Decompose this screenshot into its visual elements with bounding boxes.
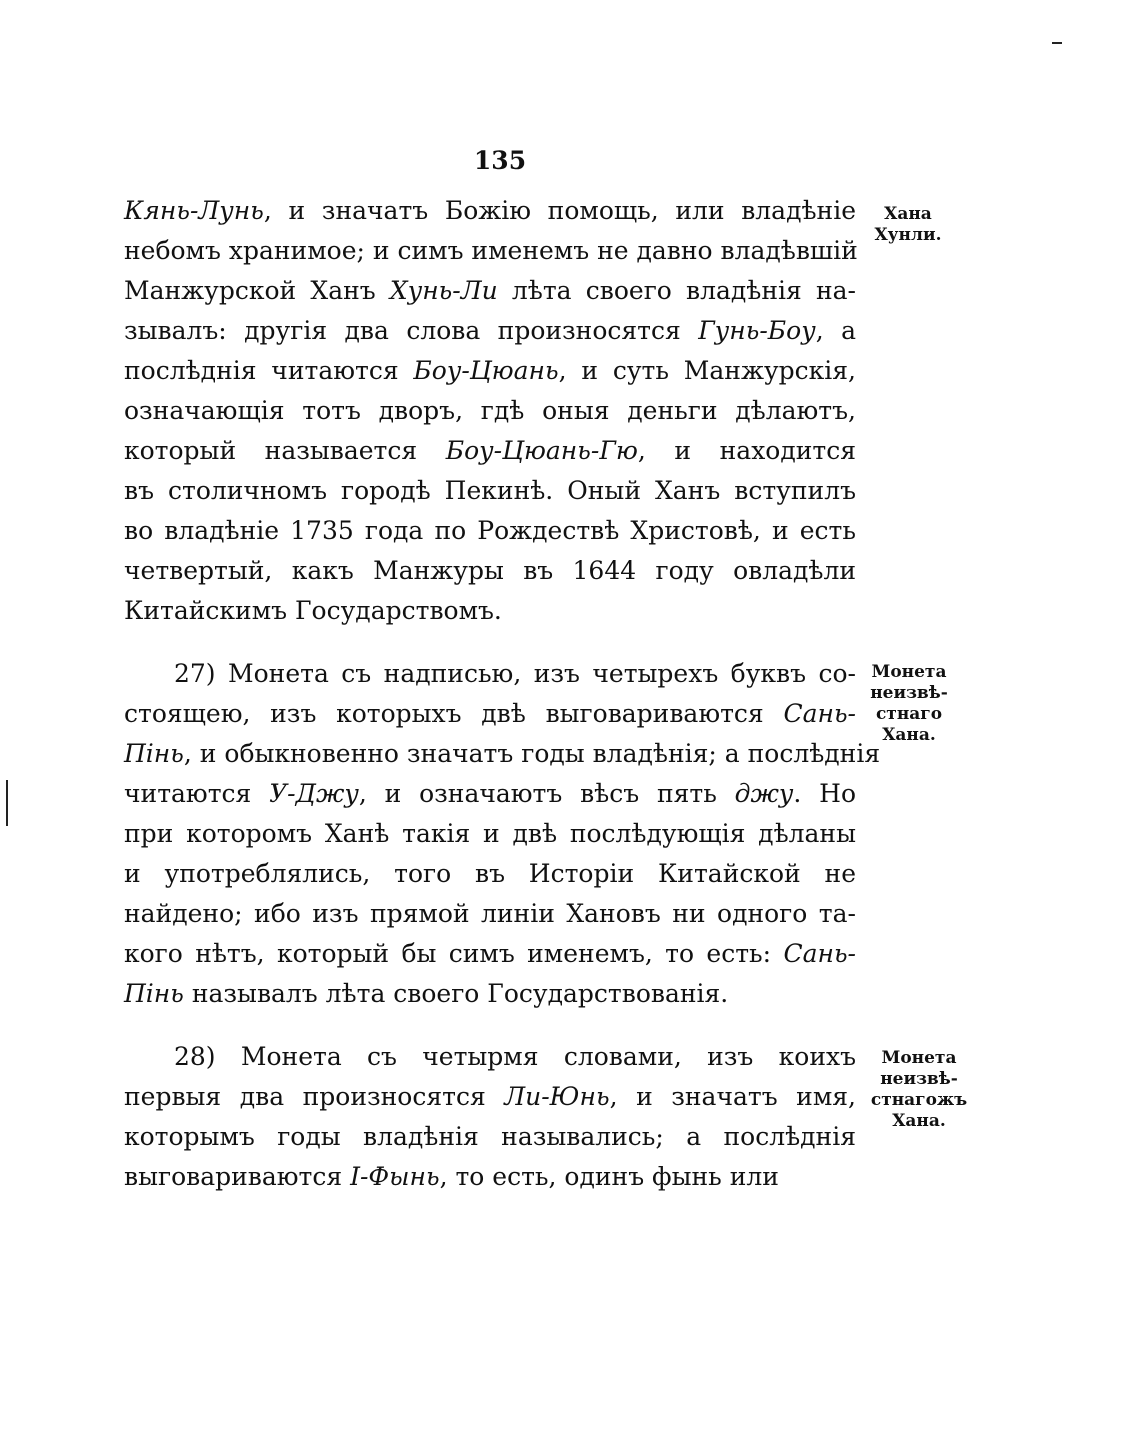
text-line [124,1077,856,1117]
text-line [174,1037,856,1077]
margin-note-unknown-khan [866,662,952,746]
text-run: означающія тотъ дворъ, гдѣ оныя деньги дѣлаютъ, [124,396,856,425]
script-word: У-Джу [269,779,359,808]
text-line [124,854,856,894]
text-line [124,974,856,1014]
text-line [124,774,856,814]
margin-note-line: Хана. [882,725,936,745]
text-run: . Но [793,779,857,808]
margin-note-line: стнагожъ [870,1090,968,1110]
text-run: 27) Монета съ надписью, изъ четырехъ буквъ со- [174,659,856,688]
text-run: четвертый, какъ Манжуры въ 1644 году овладѣли [124,556,856,585]
text-line [124,694,856,734]
text-line [124,934,856,974]
margin-note-line: Хана [884,204,932,224]
text-run: лѣта своего владѣнія на- [497,276,857,305]
text-run: зывалъ: другія два слова произносятся [124,316,699,345]
script-word: І-Фынь [350,1162,440,1191]
text-run: стоящею, изъ которыхъ двѣ выговариваются [124,699,784,728]
script-word: Сань- [783,939,856,968]
text-line [124,231,856,271]
script-word: Боу-Цюань [413,356,559,385]
script-word: Гунь-Боу [698,316,816,345]
script-word: Кянь-Лунь [124,196,264,225]
script-word: джу [734,779,794,808]
text-run: который называется [124,436,446,465]
text-line [124,894,856,934]
text-line [124,1157,856,1197]
text-run: , и обыкновенно значатъ годы владѣнія; а послѣднія [183,739,881,768]
text-run: послѣднія читаются [124,356,414,385]
margin-note-unknown-khan-same [866,1048,972,1132]
text-run: небомъ хранимое; и симъ именемъ не давно владѣвшій [124,236,858,265]
text-line [124,271,856,311]
text-line [124,551,856,591]
text-run: , и находится [637,436,856,465]
text-line [124,391,856,431]
text-line [124,311,856,351]
text-run: , и означаютъ вѣсъ пять [358,779,735,808]
text-line [124,471,856,511]
text-run: , а [815,316,856,345]
script-word: Пінь [124,979,184,1008]
script-word: Ли-Юнь [504,1082,610,1111]
page-number: 135 [473,146,527,175]
margin-note-line: Монета [881,1048,957,1068]
script-word: Боу-Цюань-Гю [445,436,638,465]
text-run: Манжурской Ханъ [124,276,390,305]
scan-mark-left-edge [6,780,8,826]
text-run: читаются [124,779,270,808]
text-run: , то есть, одинъ фынь или [439,1162,779,1191]
text-run: , и суть Манжурскія, [558,356,857,385]
margin-note-line: Монета [871,662,947,682]
margin-note-line: стнаго [875,704,943,724]
text-line [124,1117,856,1157]
margin-note-line: Хана. [892,1111,946,1131]
text-run: выговариваются [124,1162,351,1191]
text-run: 28) Монета съ четырмя словами, изъ коихъ [174,1042,856,1071]
text-line [124,734,881,774]
margin-note-hana-hunli [868,204,948,246]
margin-note-line: Хунли. [874,225,942,245]
text-run: и употреблялись, того въ Исторіи Китайской не [124,859,856,888]
text-line [124,351,856,391]
text-line [174,654,856,694]
text-run: Китайскимъ Государствомъ. [124,596,502,625]
text-line [124,511,856,551]
script-word: Пінь [124,739,184,768]
text-run: во владѣніе 1735 года по Рождествѣ Христовѣ, и есть [124,516,856,545]
margin-note-line: неизвѣ- [870,683,948,703]
text-line [124,591,856,631]
text-run: при которомъ Ханѣ такія и двѣ послѣдующія дѣланы [124,819,856,848]
scan-mark-top-right [1052,42,1062,44]
text-run: въ столичномъ городѣ Пекинѣ. Оный Ханъ вступилъ [124,476,856,505]
text-run: первыя два произносятся [124,1082,505,1111]
text-run: найдено; ибо изъ прямой линіи Хановъ ни одного та- [124,899,856,928]
margin-note-line: неизвѣ- [880,1069,958,1089]
script-word: Сань- [783,699,856,728]
text-run: которымъ годы владѣнія назывались; а послѣднія [124,1122,856,1151]
text-run: кого нѣтъ, который бы симъ именемъ, то есть: [124,939,784,968]
text-line [124,191,856,231]
text-run: , и значатъ Божію помощь, или владѣніе [263,196,856,225]
text-line [124,431,856,471]
text-line [124,814,856,854]
text-run: , и значатъ имя, [609,1082,856,1111]
script-word: Хунь-Ли [389,276,498,305]
text-run: называлъ лѣта своего Государствованія. [183,979,729,1008]
